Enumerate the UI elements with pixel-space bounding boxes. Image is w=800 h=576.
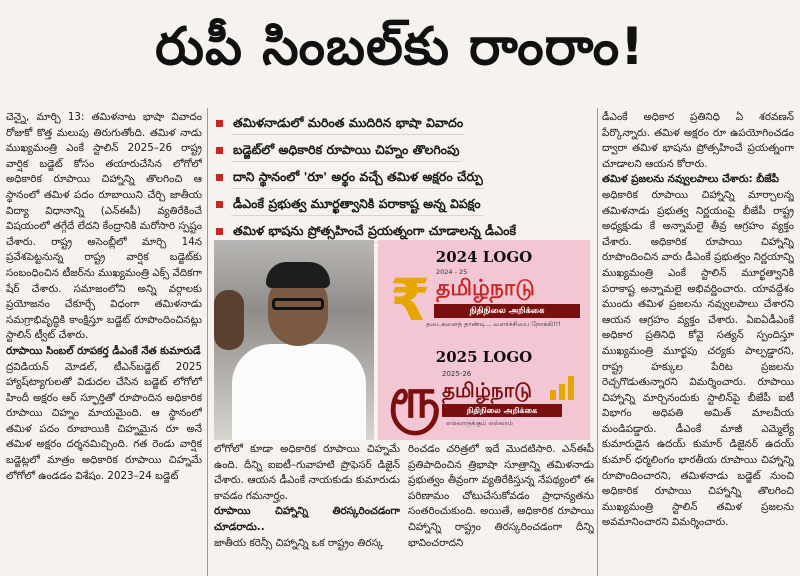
article-paragraph: రించడం చరిత్రలో ఇదే మొదటిసారి. ఎన్ఈపీ ప్రతిపాదించిన త్రిభాషా సూత్రాన్ని తమిళనాడు ప్రభుత్వం తీవ్రంగా వ్యతిరేకిస్తున్న నేపథ్యంలో ఈ పరిణామం చోటుచేసుకోవడం ప్రాధాన్యతను సంతరించుకుంది. అయితే, అధికారిక రూపాయి చిహ్నాన్ని రాష్ట్రం తిరస్కరించడంగా దీన్ని భావించరాదని — [408, 443, 594, 549]
bullet-item: తమిళ భాషను ప్రోత్సహించే ప్రయత్నంగా చూడాలన్న డీఎంకే — [214, 220, 594, 244]
bullet-square-icon — [216, 147, 223, 154]
rupee-symbol-icon: ₹ — [390, 266, 431, 334]
article-column-right — [602, 110, 794, 576]
bullet-item: దాని స్థానంలో 'రూ' అర్థం వచ్చే తమిళ అక్షరం చేర్పు — [214, 166, 594, 190]
logo-2024-heading: 2024 LOGO — [435, 248, 533, 266]
article-paragraph: అధికారిక రూపాయి చిహ్నాన్ని మార్చాలన్న తమిళనాడు ప్రభుత్వ నిర్ణయంపై బీజేపీ రాష్ట్ర అధ్యక్షుడు కే అన్నామలై తీవ్ర ఆగ్రహం వ్యక్తం చేశారు. అధికారిక రూపాయి చిహ్నాన్ని రూపొందించిన వారు డీఎంకే ప్రభుత్వం నిర్ణయాన్ని ముఖ్యమంత్రి ఎంకే స్టాలిన్ మూర్ఖత్వానికి పరాకాష్ట అన్నామలై అభివర్ణించారు. యావద్దేశం ముందు తమిళ ప్రజలను నవ్వులపాలు చేశారని ఆయన ఆగ్రహం వ్యక్తం చేశారు. ఏఐఏడీఎంకే అధికార ప్రతినిధి కోవై సత్యన్ స్పందిస్తూ ముఖ్యమంత్రి మూర్ఖపు చర్యకు పాల్పడ్డారని, రాష్ట్ర హక్కుల పేరిట ప్రజలను రెచ్చగొడుతున్నారని విమర్శించారు. రూపాయి చిహ్నాన్ని మార్చినందుకు స్టాలిన్‌పై బీజేపీ ఐటీ విభాగం అధిపతి అమిత్ మాలవీయ మండిపడ్డారు. డీఎంకే మాజీ ఎమ్మెల్యే కుమారుడైన ఉదయ్ కుమార్ డిజైనర్ ఉదయ్ కుమార్ ధర్మలింగం భారతీయ రూపాయి చిహ్నాన్ని రూపొందించారని, తమిళనాడు బడ్జెట్ నుంచి అధికారిక రూపాయి చిహ్నాన్ని తొలగించి ముఖ్యమంత్రి స్టాలిన్ తమిళ ప్రజలను అవమానించారని విమర్శించారు. — [602, 188, 794, 529]
headline — [0, 0, 800, 106]
bullet-item: బడ్జెట్‌లో అధికారిక రూపాయి చిహ్నం తొలగింపు — [214, 139, 594, 163]
column-divider-left — [207, 108, 208, 576]
logo-2025-bar: நிதிநிலை அறிக்கை — [442, 404, 562, 417]
logo-2025-title: தமிழ்நாடு — [442, 378, 532, 402]
logo-2025-letter: ரூ — [388, 366, 441, 431]
photo-glasses — [272, 298, 324, 310]
article-column-mid-right — [408, 442, 594, 576]
article-paragraph: జాతీయ కరెన్సీ చిహ్నాన్ని ఒక రాష్ట్రం తిరస్క — [214, 536, 384, 549]
logo-2025-tagline: எல்லாருக்கும் எல்லாம் — [446, 419, 513, 427]
bullet-item: తమిళనాడులో మరింత ముదిరిన భాషా వివాదం — [214, 112, 594, 136]
bullet-item: డీఎంకే ప్రభుత్వ మూర్ఖత్వానికి పరాకాష్ట అన్న విపక్షం — [214, 193, 594, 217]
growth-bars-icon — [546, 370, 582, 404]
logo-2025-year: 2025-26 — [442, 370, 472, 378]
news-photo-stalin — [214, 240, 374, 440]
article-paragraph: డీఎంకే అధికార ప్రతినిధి ఏ శరవణన్ పేర్కొన్నారు. తమిళ అక్షరం రూ ఉపయోగించడం ద్వారా తమిళ భాషను ప్రోత్సహించే ప్రయత్నంగా చూడాలని ఆయన కోరారు. — [602, 111, 794, 170]
article-column-mid-left — [214, 442, 400, 576]
article-column-left — [6, 110, 202, 576]
article-paragraph: ద్రవిడియన్ మోడల్, టీఎన్‌బడ్జెట్ 2025 హ్యాష్‌ట్యాగులతో విడుదల చేసిన బడ్జెట్ లోగోలో హిందీ అక్షరం ఆర్ స్ఫూర్తితో రూపొందిన అధికారిక రూపాయి చిహ్నం మాయమైంది. ఆ స్థానంలో తమిళ పదం రూబాయికి చిహ్నమైన రూ అనే తమిళ అక్షరం దర్శనమిచ్చింది. గత రెండు వార్షిక బడ్జెట్లలో మాత్రం అధికారిక రూపాయి చిహ్నమే లోగోలో ఉండడం విశేషం. 2023–24 బడ్జెట్ — [6, 360, 202, 482]
photo-shirt — [232, 344, 366, 440]
bullet-square-icon — [216, 201, 223, 208]
logo-2024-year: 2024 - 25 — [436, 268, 468, 276]
article-paragraph: లోగోలో కూడా అధికారిక రూపాయి చిహ్నమే ఉంది. దీన్ని ఐఐటీ–గువాహటి ప్రొఫెసర్ డిజైన్ చేశారు. ఆయన డీఎంకే నాయకుడు కుమారుడు కావడం గమనార్హం. — [214, 443, 400, 502]
bullet-square-icon — [216, 174, 223, 181]
photo-background-person — [214, 290, 244, 350]
logo-comparison-graphic — [378, 240, 590, 440]
article-subheading: రూపాయి చిహ్నాన్ని తిరస్కరించడంగా చూడరాదు.. — [214, 505, 400, 533]
article-subheading: తమిళ ప్రజలను నవ్వులపాలు చేశారు: బీజేపీ — [602, 173, 780, 186]
column-divider-right — [597, 108, 598, 576]
logo-2024 — [386, 266, 582, 334]
article-subheading: రూపాయి సింబల్ రూపకర్త డీఎంకే నేత కుమారుడే — [6, 344, 201, 357]
logo-2024-bar: நிதிநிலை அறிக்கை — [434, 304, 580, 318]
logo-2025-heading: 2025 LOGO — [435, 348, 533, 366]
bullet-square-icon — [216, 228, 223, 235]
highlight-bullets — [214, 112, 594, 247]
photo-hair — [266, 262, 330, 288]
bullet-square-icon — [216, 120, 223, 127]
article-paragraph: చెన్నై, మార్చి 13: తమిళనాట భాషా వివాదం రోజుకో కొత్త మలుపు తిరుగుతోంది. తమిళ నాడు ముఖ్యమంత్రి ఎంకే స్టాలిన్ 2025–26 రాష్ట్ర వార్షిక బడ్జెట్ కోసం తయారుచేసిన లోగోలో అధికారిక రూపాయి చిహ్నాన్ని తొలగించి ఆ స్థానంలో తమిళ పదం రూబాయిని చేర్చి జాతీయ విద్యా విధానాన్ని (ఎన్‌ఈపీ) వ్యతిరేకించే విషయంలో తగ్గేదే లేదని కేంద్రానికి మరోసారి స్పష్టం చేశారు. రాష్ట్ర అసెంబ్లీలో మార్చి 14న ప్రవేశపెట్టనున్న రాష్ట్ర వార్షిక బడ్జెట్‌కు సంబంధించిన టీజర్‌ను ముఖ్యమంత్రి ఎక్స్ వేదికగా షేర్ చేశారు. సమాజంలోని అన్ని వర్గాలకు ప్రయోజనం చేకూర్చే విధంగా తమిళనాడు సమగ్రాభివృద్ధికి కాంక్షిస్తూ బడ్జెట్ రూపొందించినట్లు స్టాలిన్ ట్వీట్ చేశారు. — [6, 111, 202, 342]
headline-text: రుపీ సింబల్‌కు రాంరాం! — [155, 16, 645, 77]
logo-2024-title: தமிழ்நாடு — [436, 276, 535, 301]
logo-2025 — [386, 366, 582, 436]
logo-2024-tagline: தடைகளைத் தாண்டி... வளர்ச்சியை நோக்கி!!! — [426, 320, 561, 328]
